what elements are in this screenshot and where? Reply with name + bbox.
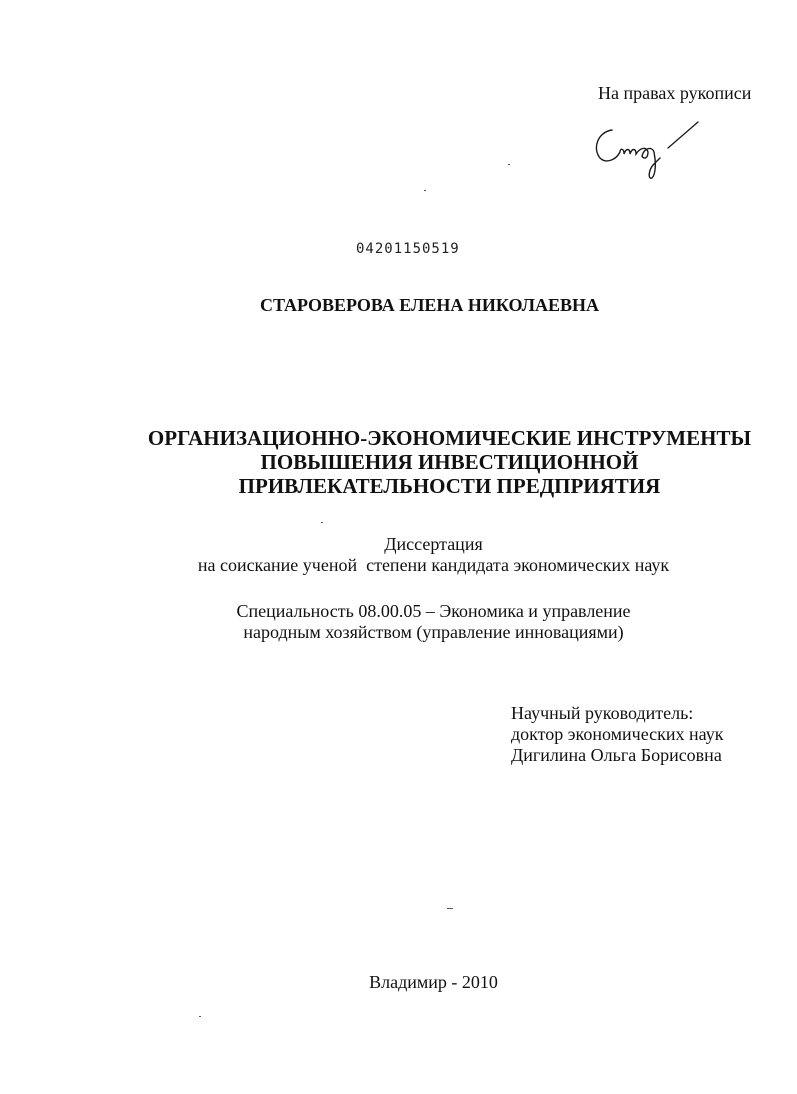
supervisor-degree: доктор экономических наук	[511, 724, 724, 744]
city-year: Владимир - 2010	[369, 972, 498, 992]
supervisor-block	[511, 703, 723, 766]
scan-speck	[199, 1016, 201, 1017]
specialty-block	[0, 601, 797, 643]
stamp-code: 04201150519	[356, 241, 460, 257]
rights-note: На правах рукописи	[598, 83, 752, 103]
specialty-line: народным хозяйством (управление инновациями)	[243, 622, 624, 642]
supervisor-label: Научный руководитель:	[511, 703, 694, 723]
title-line: ПОВЫШЕНИЯ ИНВЕСТИЦИОННОЙ	[260, 450, 639, 474]
scan-speck	[508, 164, 510, 165]
specialty-line: Специальность 08.00.05 – Экономика и управление	[236, 601, 631, 621]
degree-block	[0, 534, 797, 576]
signature-image	[590, 118, 710, 186]
degree-purpose: на соискание ученой степени кандидата экономических наук	[197, 555, 670, 575]
title-line: ПРИВЛЕКАТЕЛЬНОСТИ ПРЕДПРИЯТИЯ	[238, 474, 661, 498]
supervisor-name: Дигилина Ольга Борисовна	[511, 745, 722, 765]
scan-speck	[321, 522, 323, 523]
scan-speck	[447, 908, 453, 909]
author-name: СТАРОВЕРОВА ЕЛЕНА НИКОЛАЕВНА	[259, 295, 600, 315]
dissertation-title	[0, 426, 797, 498]
title-line: ОРГАНИЗАЦИОННО-ЭКОНОМИЧЕСКИЕ ИНСТРУМЕНТЫ	[147, 426, 752, 450]
scan-speck	[424, 190, 426, 191]
degree-type: Диссертация	[384, 534, 483, 554]
